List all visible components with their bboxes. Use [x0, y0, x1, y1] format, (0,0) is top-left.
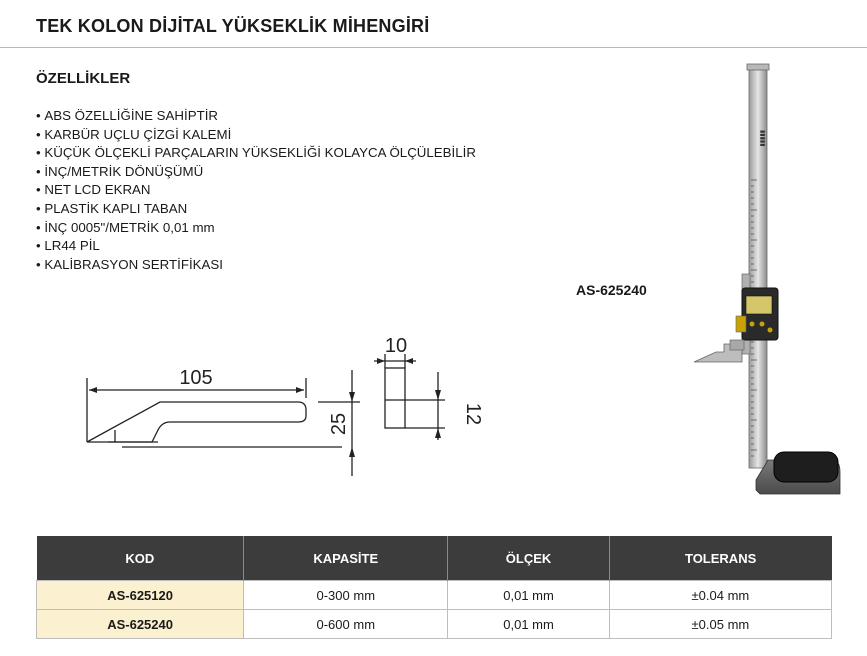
column-header: ÖLÇEK — [448, 536, 609, 581]
length-dimension-label: 105 — [179, 367, 213, 389]
thickness-dimension-label: 12 — [462, 402, 484, 426]
table-header-row — [37, 536, 832, 581]
feature-item: • ABS ÖZELLİĞİNE SAHİPTİR — [36, 107, 476, 126]
table-row — [37, 581, 832, 610]
model-label: AS-625240 — [576, 282, 647, 298]
arrowhead — [377, 358, 385, 364]
fine-adjust-knob — [736, 316, 746, 332]
table-row — [37, 610, 832, 639]
column-header: TOLERANS — [609, 536, 831, 581]
arrowhead — [349, 392, 355, 402]
width-dimension-label: 10 — [384, 335, 408, 357]
tolerance-cell: ±0.05 mm — [609, 610, 831, 639]
display-button — [750, 322, 755, 327]
scriber-clamp — [730, 340, 744, 350]
arrowhead — [89, 387, 97, 393]
title-divider — [0, 47, 867, 48]
spec-table — [36, 536, 832, 639]
feature-item: • LR44 PİL — [36, 237, 476, 256]
feature-item: • İNÇ 0005"/METRİK 0,01 mm — [36, 219, 476, 238]
arrowhead — [435, 390, 441, 400]
height-dimension-label: 25 — [328, 412, 350, 436]
features-list — [36, 107, 476, 274]
arrowhead — [349, 447, 355, 457]
capacity-cell: 0-300 mm — [244, 581, 448, 610]
resolution-cell: 0,01 mm — [448, 610, 609, 639]
scriber-profile — [87, 402, 306, 442]
scriber-end-view — [385, 368, 405, 428]
height-gauge-image — [690, 60, 860, 510]
column-header: KOD — [37, 536, 244, 581]
display-button — [768, 328, 773, 333]
feature-item: • KÜÇÜK ÖLÇEKLİ PARÇALARIN YÜKSEKLİĞİ KOLAYCA ÖLÇÜLEBİLİR — [36, 144, 476, 163]
brand-mark: ▮▮▮▮▮ — [759, 130, 765, 147]
arrowhead — [405, 358, 413, 364]
arrowhead — [296, 387, 304, 393]
feature-item: • KALİBRASYON SERTİFİKASI — [36, 256, 476, 275]
code-cell: AS-625120 — [37, 581, 244, 610]
feature-item: • NET LCD EKRAN — [36, 181, 476, 200]
column-header: KAPASİTE — [244, 536, 448, 581]
lcd-screen — [746, 296, 772, 314]
code-cell: AS-625240 — [37, 610, 244, 639]
tolerance-cell: ±0.04 mm — [609, 581, 831, 610]
column-cap — [747, 64, 769, 70]
capacity-cell: 0-600 mm — [244, 610, 448, 639]
feature-item: • PLASTİK KAPLI TABAN — [36, 200, 476, 219]
resolution-cell: 0,01 mm — [448, 581, 609, 610]
display-button — [760, 322, 765, 327]
base-rubber-grip — [774, 452, 838, 482]
arrowhead — [435, 428, 441, 438]
features-heading: ÖZELLİKLER — [36, 70, 131, 87]
scriber-dimension-diagram — [0, 330, 500, 480]
feature-item: • İNÇ/METRİK DÖNÜŞÜMÜ — [36, 163, 476, 182]
feature-item: • KARBÜR UÇLU ÇİZGİ KALEMİ — [36, 126, 476, 145]
page-title: TEK KOLON DİJİTAL YÜKSEKLİK MİHENGİRİ — [36, 16, 430, 36]
